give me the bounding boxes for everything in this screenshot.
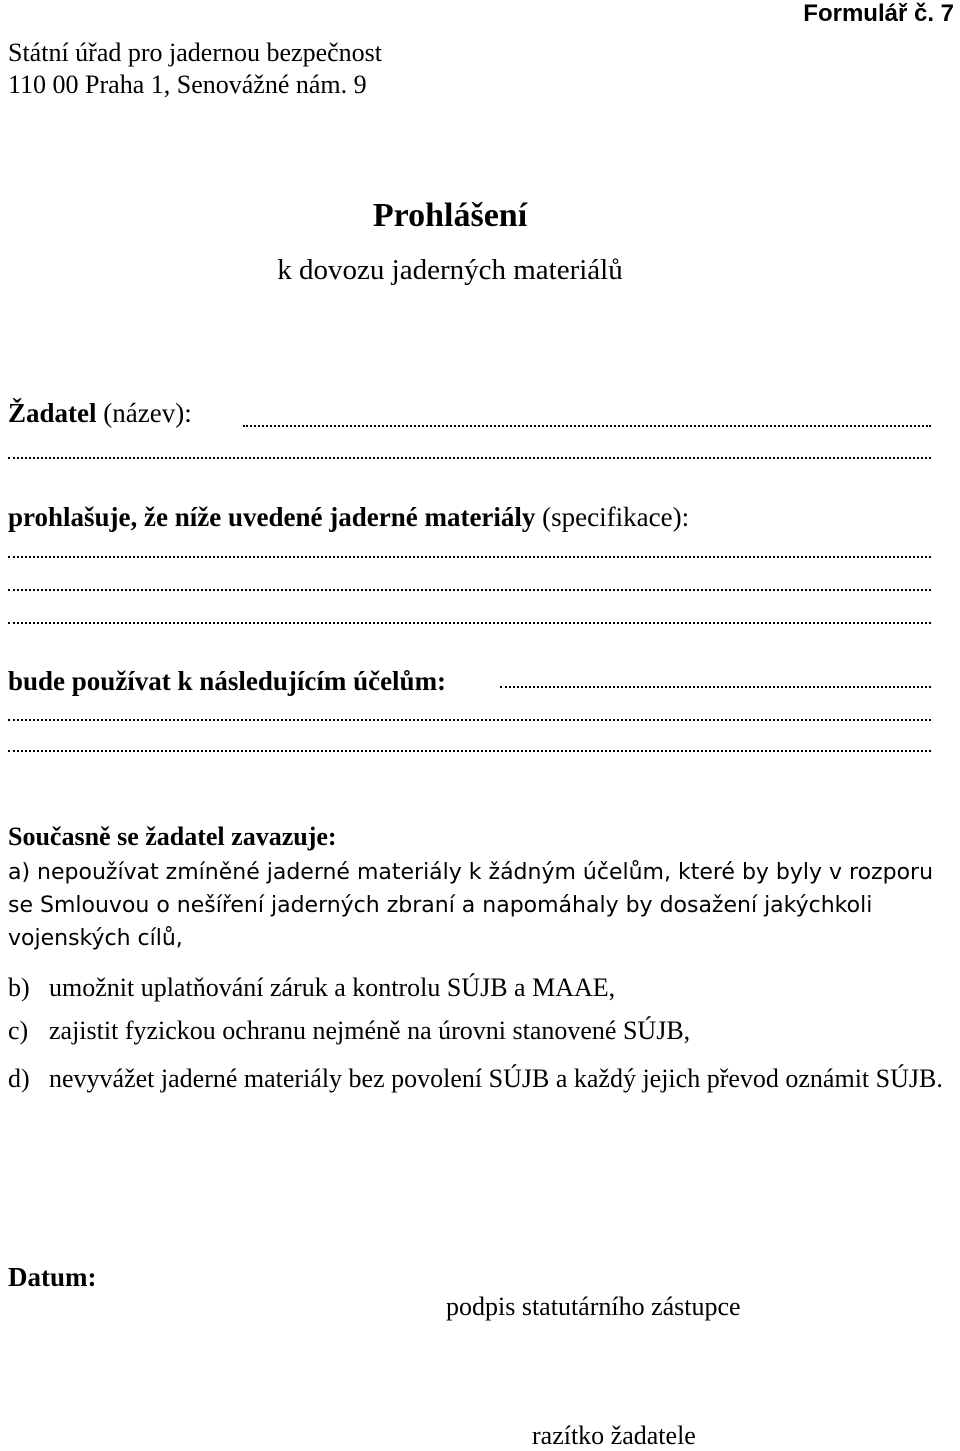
commitment-c-text: zajistit fyzickou ochranu nejméně na úrovni stanovené SÚJB, — [49, 1016, 691, 1045]
commitment-b-marker: b) — [8, 973, 30, 1002]
signature-label: podpis statutárního zástupce — [446, 1292, 741, 1321]
form-number: Formulář č. 7 — [803, 0, 954, 27]
applicant-label-suffix: (název): — [96, 398, 192, 428]
purpose-label — [8, 666, 446, 697]
purpose-label-bold: bude používat k následujícím účelům: — [8, 666, 447, 696]
stamp-label: razítko žadatele — [532, 1421, 696, 1450]
commitment-d-marker: d) — [8, 1064, 30, 1093]
authority-address: 110 00 Praha 1, Senovážné nám. 9 — [8, 70, 367, 99]
page-subtitle: k dovozu jaderných materiálů — [277, 254, 623, 286]
commitment-a: a) nepoužívat zmíněné jaderné materiály k žádným účelům, které by byly v rozporu se Smlouvou o nešíření jaderných zbraní a napomáhaly by dosažení jakýchkoli vojenských cílů, — [8, 860, 934, 951]
commitment-c — [8, 1014, 958, 1054]
applicant-label-bold: Žadatel — [8, 398, 97, 428]
authority-name: Státní úřad pro jadernou bezpečnost — [8, 38, 382, 67]
applicant-label — [8, 398, 192, 429]
date-label: Datum: — [8, 1262, 97, 1292]
purpose-fill-line-3[interactable] — [8, 750, 931, 752]
commitments-heading: Současně se žadatel zavazuje: — [8, 822, 337, 851]
applicant-fill-line-1[interactable] — [243, 425, 931, 427]
purpose-fill-line-2[interactable] — [8, 719, 931, 721]
page-title: Prohlášení — [372, 197, 528, 234]
specs-label-bold: prohlašuje, že níže uvedené jaderné materiály — [8, 502, 536, 532]
commitment-c-marker: c) — [8, 1016, 29, 1045]
specs-label — [8, 502, 689, 533]
specs-label-suffix: (specifikace): — [535, 502, 690, 532]
specs-fill-line-2[interactable] — [8, 589, 931, 591]
commitment-b-text: umožnit uplatňování záruk a kontrolu SÚJB a MAAE, — [49, 973, 616, 1002]
commitment-d — [8, 1062, 958, 1142]
commitment-b — [8, 971, 958, 1011]
commitment-d-text: nevyvážet jaderné materiály bez povolení SÚJB a každý jejich převod oznámit SÚJB. — [49, 1064, 943, 1093]
purpose-fill-line-1[interactable] — [500, 686, 931, 688]
specs-fill-line-1[interactable] — [8, 556, 931, 558]
applicant-fill-line-2[interactable] — [8, 457, 931, 459]
specs-fill-line-3[interactable] — [8, 622, 931, 624]
